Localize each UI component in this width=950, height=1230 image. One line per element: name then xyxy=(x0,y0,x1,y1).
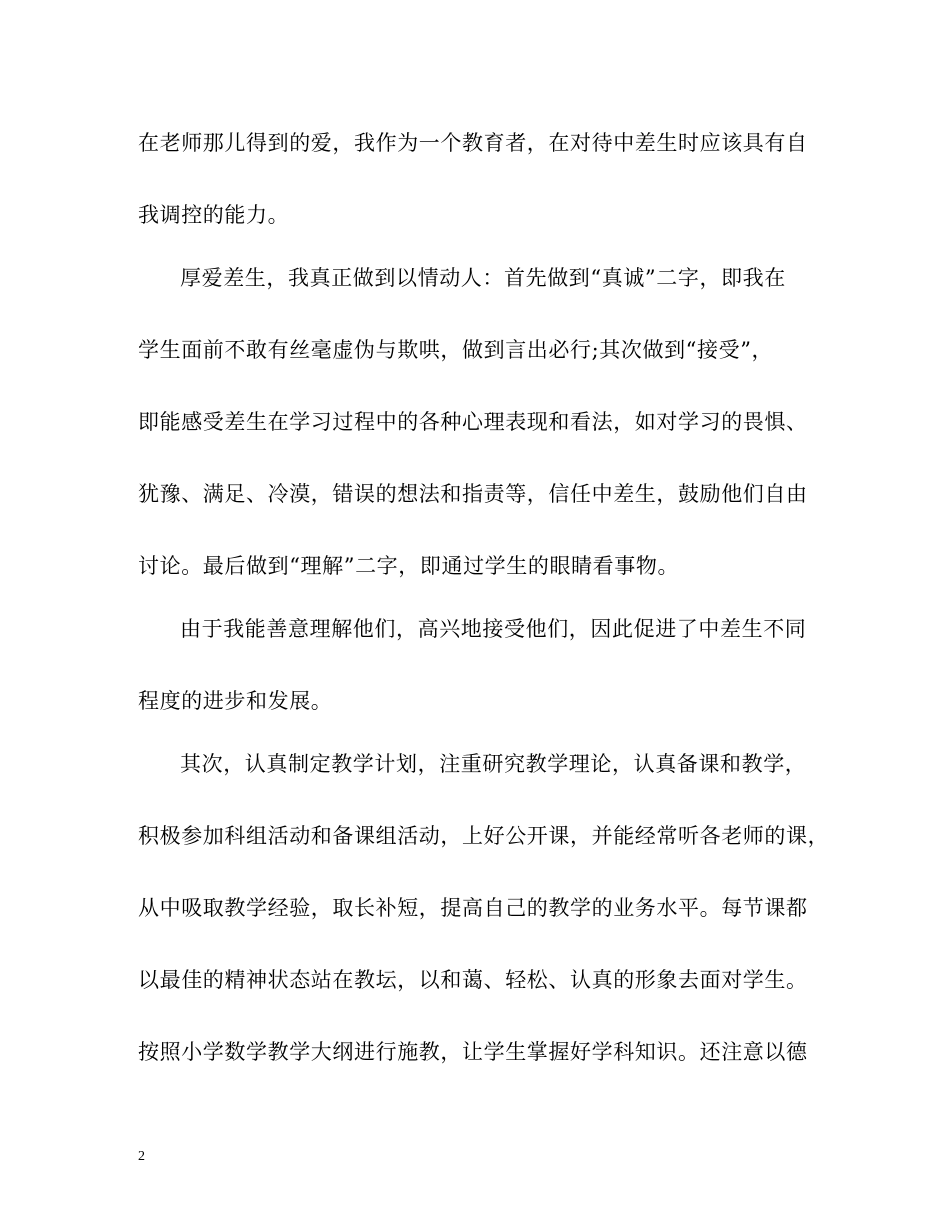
page-number: 2 xyxy=(138,1149,145,1164)
text-line: 讨论。最后做到“理解”二字，即通过学生的眼睛看事物。 xyxy=(138,554,680,578)
text-line: 按照小学数学教学大纲进行施教，让学生掌握好学科知识。还注意以德 xyxy=(138,1040,808,1064)
text-line: 犹豫、满足、冷漠，错误的想法和指责等，信任中差生，鼓励他们自由 xyxy=(138,482,808,506)
text-line: 在老师那儿得到的爱，我作为一个教育者，在对待中差生时应该具有自 xyxy=(138,131,808,155)
paragraph-first-line: 其次，认真制定教学计划，注重研究教学理论，认真备课和教学， xyxy=(180,752,807,776)
text-line: 积极参加科组活动和备课组活动，上好公开课，并能经常听各老师的课， xyxy=(138,824,830,848)
text-line: 我调控的能力。 xyxy=(138,203,290,227)
text-line: 以最佳的精神状态站在教坛，以和蔼、轻松、认真的形象去面对学生。 xyxy=(138,968,808,992)
text-line: 程度的进步和发展。 xyxy=(138,689,333,713)
paragraph-first-line: 厚爱差生，我真正做到以情动人：首先做到“真诚”二字，即我在 xyxy=(180,266,786,290)
paragraph-first-line: 由于我能善意理解他们，高兴地接受他们，因此促进了中差生不同 xyxy=(180,617,807,641)
text-line: 从中吸取教学经验，取长补短，提高自己的教学的业务水平。每节课都 xyxy=(138,896,808,920)
text-line: 即能感受差生在学习过程中的各种心理表现和看法，如对学习的畏惧、 xyxy=(138,410,808,434)
text-line: 学生面前不敢有丝毫虚伪与欺哄，做到言出必行;其次做到“接受”， xyxy=(138,338,774,362)
